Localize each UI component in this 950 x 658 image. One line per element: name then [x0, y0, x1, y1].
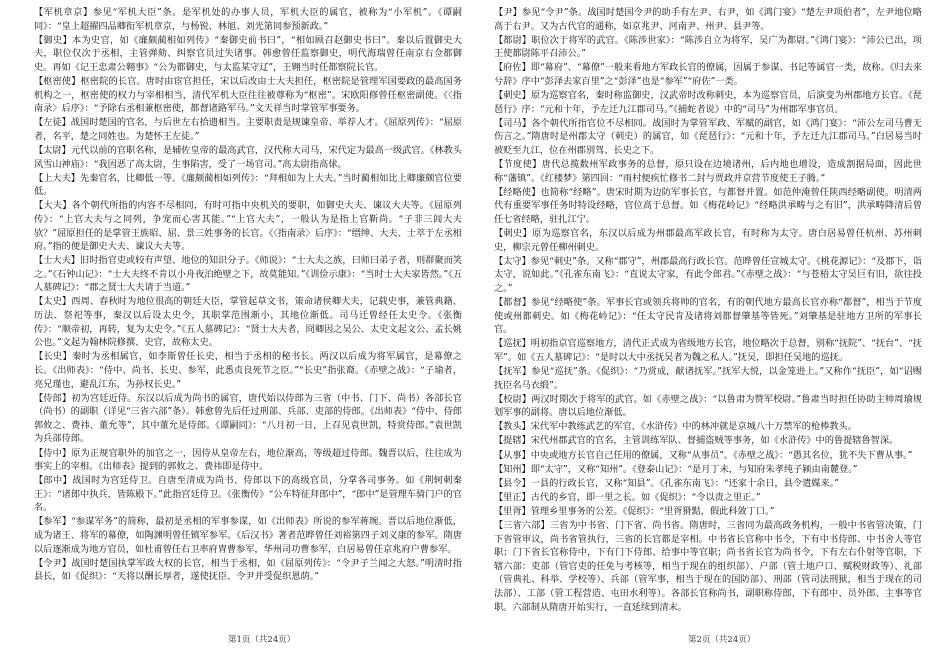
glossary-entry: 【左徒】战国时楚国的官名，与后世左右拾遗相当。主要职责是规谏皇帝、举荐人才。《屈原列传》：“屈原者，名平，楚之同姓也。为楚怀王左徒。” — [34, 117, 462, 142]
left-column — [34, 6, 462, 624]
glossary-entry: 【尹】参见“令尹”条。战国时楚国令尹的助手有左尹、右尹，如《鸿门宴》“楚左尹项伯者”，左尹地位略高于右尹。又为古代官的通称，如京兆尹、河南尹、州尹、县尹等。 — [494, 7, 922, 32]
glossary-entry: 【太尉】元代以前的官职名称，是辅佐皇帝的最高武官，汉代称大司马，宋代定为最高一级武官。《林教头风雪山神庙》：“我因恶了高太尉，生事陷害，受了一场官司。”高太尉指高俅。 — [34, 144, 462, 170]
glossary-entry: 【侍中】原为正规官职外的加官之一，因侍从皇帝左右，地位渐高，等级超过侍郎。魏晋以后，往往成为事实上的宰相。《出师表》提到的郭攸之、费祎即是侍中。 — [34, 447, 462, 473]
glossary-entry: 【县令】一县的行政长官，又称“知县”。《孔雀东南飞》：“还家十余日，县令遣媒来。” — [494, 477, 839, 489]
glossary-entry: 【提辖】宋代州郡武官的官名，主管训练军队、督捕盗贼等事务，如《水浒传》中的鲁提辖鲁智深。 — [494, 435, 899, 447]
glossary-entry: 【上大夫】先秦官名，比卿低一等。《廉颇蔺相如列传》：“拜相如为上大夫。”当时蔺相如比上卿廉颇官位要低。 — [34, 172, 462, 198]
glossary-entry: 【府佐】即“幕府”、“幕僚”一般来看地方军政长官的僚属，因属于参谋、书记等属官一类，故称。《归去来兮辞》序中“彭泽去家百里”之“彭泽”也是“参军”“府佐”一类。 — [494, 62, 922, 87]
glossary-entry: 【大夫】各个朝代所指的内容不尽相同，有时可指中央机关的要职，如御史大夫、谏议大夫等。《屈原列传》：“上官大夫与之同列，争宠而心害其能。”“上官大夫”，一般认为是指上官靳尚。“子非三闾大夫欤？”屈原担任的是掌管王族昭、屈、景三姓事务的长官。《〈指南录〉后序》：“缙绅、大夫、士萃于左丞相府。”指的便是御史大夫、谏议大夫等。 — [34, 200, 462, 253]
glossary-entry: 【长史】秦时为丞相属官，如李斯曾任长史，相当于丞相的秘书长。两汉以后成为将军属官，是幕僚之长。《出师表》：“侍中、尚书、长史、参军，此悉贞良死节之臣。”“长史”指张裔。《赤壁之战》：“子瑜者，亮兄瑾也，避乱江东，为孙权长史。” — [34, 351, 462, 390]
page-number-right: 第2页（共24页） — [688, 635, 756, 645]
glossary-entry: 【从事】中央或地方长官自己任用的僚属，又称“从事员”。《赤壁之战》：“愚其名位，犹不失下曹从事。” — [494, 449, 913, 461]
glossary-entry: 【参军】“参谋军务”的简称，最初是丞相的军事参谋，如《出师表》所说的参军蒋琬。晋以后地位渐低，成为诸王、将军的幕僚，如陶渊明曾任镇军参军。《后汉书》著者范晔曾任刘裕第四子刘义康的参军。隋唐以后逐渐成为地方官员，如杜甫曾任右卫率府胄曹参军，华州司功曹参军，白居易曾任京兆府户曹参军。 — [34, 516, 462, 555]
glossary-entry: 【令尹】战国时楚国执掌军政大权的长官，相当于丞相，如《屈原列传》：“令尹子兰闻之大怒。”明清时指县长，如《促织》：“天将以酬长厚者，遂使抚臣、令尹并受促织恩荫。” — [34, 557, 462, 583]
glossary-entry: 【里胥】管理乡里事务的公差。《促织》：“里胥猾黠，假此科敛丁口。” — [494, 505, 775, 517]
glossary-entry: 【御史】本为史官，如《廉颇蔺相如列传》“秦御史前书曰”，“相如顾召赵御史书曰”。秦以后置御史大夫，职位仅次于丞相，主管弹劾、纠察官员过失诸事。韩愈曾任监察御史，明代海瑞曾任南京右佥都御史。再如《记王忠肃公翱事》“公为都御史，与太监某守辽”，王翱当时任都察院长官。 — [34, 34, 462, 73]
glossary-entry: 【军机章京】参见“军机大臣”条。是军机处的办事人员，军机大臣的属官，被称为“小军机”。《谭嗣同》：“皇上超擢四品卿衔军机章京，与杨锐、林旭、刘光第同参预新政。” — [34, 7, 462, 32]
glossary-entry: 【都尉】职位次于将军的武官。《陈涉世家》：“陈涉自立为将军，吴广为都尉。”《鸿门宴》：“沛公已出，项王使都尉陈平召沛公。” — [494, 34, 922, 60]
glossary-entry: 【都督】参见“经略使”条。军事长官或领兵将帅的官名，有的朝代地方最高长官亦称“都督”，相当于节度使或州都刺史。如《梅花岭记》：“任太守民肯及诸将刘都督肇基等皆死。”刘肇基是驻地方卫所的军事长官。 — [494, 296, 922, 336]
glossary-entry: 【刺史】原为巡察官名，秦时称监御史，汉武帝时改称刺史，本为巡察官员，后演变为州郡地方长官。《琵琶行》序：“元和十年，予左迁九江郡司马。”《捕蛇者说》中的“司马”为州郡军事官员。 — [494, 90, 922, 115]
glossary-entry: 【太守】参见“刺史”条。又称“郡守”，州郡最高行政长官。范晔曾任宣城太守。《桃花源记》：“及郡下，诣太守，说如此。”《孔雀东南飞》：“直说太守家，有此令郎君。”《赤壁之战》：“与苍梧太守吴巨有旧，欲往投之。” — [494, 255, 922, 294]
glossary-entry: 【抚军】参见“巡抚”条。《促织》：“乃赏成，献诸抚军。”抚军大悦，以金笼进上。”又称作“抚臣”，如“诏赐抚臣名马衣缎”。 — [494, 365, 922, 391]
page-number-left: 第1页（共24页） — [228, 635, 296, 645]
glossary-entry: 【知州】即“太守”，又称“知州”。《登泰山记》：“是月丁未，与知府朱孝纯子颍由南麓登。” — [494, 463, 858, 475]
glossary-entry: 【侍郎】初为宫廷近侍。东汉以后成为尚书的属官，唐代始以侍郎为三省（中书、门下、尚书）各部长官（尚书）的副职（详见“三省六部”条）。韩愈曾先后任过刑部、兵部、吏部的侍郎。《出师表》“侍中、侍郎郭攸之、费祎、董允等”，其中董允是侍郎。《谭嗣同》：“八月初一日，上召见袁世凯，特赏侍郎。”袁世凯为兵部侍郎。 — [34, 392, 462, 445]
glossary-entry: 【枢密使】枢密院的长官。唐时由宦官担任，宋以后改由士大夫担任，枢密院是管理军国要政的最高国务机构之一，枢密使的权力与宰相相当，清代军机大臣往往被尊称为“枢密”。宋欧阳修曾任枢密副使。《〈指南录〉后序》：“予除右丞相兼枢密使，都督诸路军马。”文天祥当时掌管军事要务。 — [34, 75, 462, 115]
glossary-entry: 【三省六部】三省为中书省、门下省、尚书省。隋唐时，三省同为最高政务机构，一般中书省管决策，门下省管审议，尚书省管执行，三省的长官都是宰相。中书省长官称中书令，下有中书侍郎、中书舍人等官职；门下省长官称侍中，下有门下侍郎、给事中等官职；尚书省长官为尚书令，下有左右仆射等官职，下辖六部：吏部（管官吏的任免与考核等，相当于现在的组织部）、户部（管土地户口、赋税财政等）、礼部（管典礼、科举、学校等）、兵部（管军事，相当于现在的国防部）、刑部（管司法刑狱，相当于现在的司法部）、工部（管工程营造、屯田水利等）。各部长官称尚书，副职称侍郎，下有郎中、员外郎、主事等官职。六部制从隋唐开始实行，一直延续到清末。 — [494, 519, 922, 613]
glossary-entry: 【巡抚】明初指京官巡察地方，清代正式成为省级地方长官，地位略次于总督，别称“抚院”、“抚台”、“抚军”。如《五人墓碑记》：“是时以大中丞抚吴者为魏之私人。”抚吴，即担任吴地的巡抚。 — [494, 338, 922, 363]
glossary-entry: 【经略使】也简称“经略”。唐宋时期为边防军事长官，与都督并置。如范仲淹曾任陕西经略副使。明清两代有重要军事任务时特设经略，官位高于总督。如《梅花岭记》“经略洪承畴与之有旧”，洪承畴降清后曾任七省经略，驻扎江宁。 — [494, 186, 922, 225]
glossary-entry: 【士大夫】旧时指官吏或较有声望、地位的知识分子。《师说》：“士大夫之族，曰师曰弟子者，则群聚而笑之。”《石钟山记》：“士大夫终不肯以小舟夜泊绝壁之下，故莫能知。”《训俭示康》：“当时士大夫家皆然。”《五人墓碑记》：“郡之贤士大夫请于当道。” — [34, 255, 462, 294]
glossary-entry: 【教头】宋代军中教练武艺的军官，《水浒传》中的林冲就是京城八十万禁军的枪棒教头。 — [494, 421, 857, 433]
glossary-entry: 【校尉】两汉时期次于将军的武官。如《赤壁之战》：“以鲁肃为赞军校尉。”鲁肃当时担任协助主帅周瑜规划军事的副将。唐以后地位渐低。 — [494, 393, 922, 419]
glossary-entry: 【司马】各个朝代所指官位不尽相同。战国时为掌管军政、军赋的副官，如《鸿门宴》：“沛公左司马曹无伤言之。”隋唐时是州郡太守（刺史）的属官，如《琵琶行》：“元和十年，予左迁九江郡司马。”白居易当时被贬至九江，位在州郡别驾、长史之下。 — [494, 117, 922, 156]
glossary-entry: 【里正】古代的乡官，即一里之长。如《促织》：“令以责之里正。” — [494, 491, 761, 503]
glossary-entry: 【太史】西周、春秋时为地位很高的朝廷大臣，掌管起草文书，策命诸侯卿大夫，记载史事，兼管典籍、历法、祭祀等事，秦汉以后设太史令，其职掌范围渐小，其地位渐低。司马迁曾经任太史令。《张衡传》：“顺帝初，再转，复为太史令。”《五人墓碑记》：“贤士大夫者，冏卿因之吴公、太史文起文公、孟长姚公也。”文起为翰林院修撰、史官，故称太史。 — [34, 296, 462, 349]
glossary-entry: 【郎中】战国时为宫廷侍卫。自唐至清成为尚书、侍郎以下的高级官员，分掌各司事务。如《荆轲刺秦王》：“诸郎中执兵，皆陈殿下。”此指宫廷侍卫。《张衡传》“公车特征拜郎中”，“郎中”是管理车骑门户的官名。 — [34, 475, 462, 514]
glossary-entry: 【节度使】唐代总揽数州军政事务的总督，原只设在边境诸州，后内地也增设，造成割据局面，因此世称“藩镇”。《红楼梦》第四回：“雨村便疾忙修书二封与贾政并京营节度使王子腾。” — [494, 159, 922, 184]
right-column — [494, 6, 922, 624]
glossary-entry: 【刺史】原为巡察官名，东汉以后成为州郡最高军政长官，有时称为太守。唐白居易曾任杭州、苏州刺史，柳宗元曾任柳州刺史。 — [494, 228, 922, 253]
